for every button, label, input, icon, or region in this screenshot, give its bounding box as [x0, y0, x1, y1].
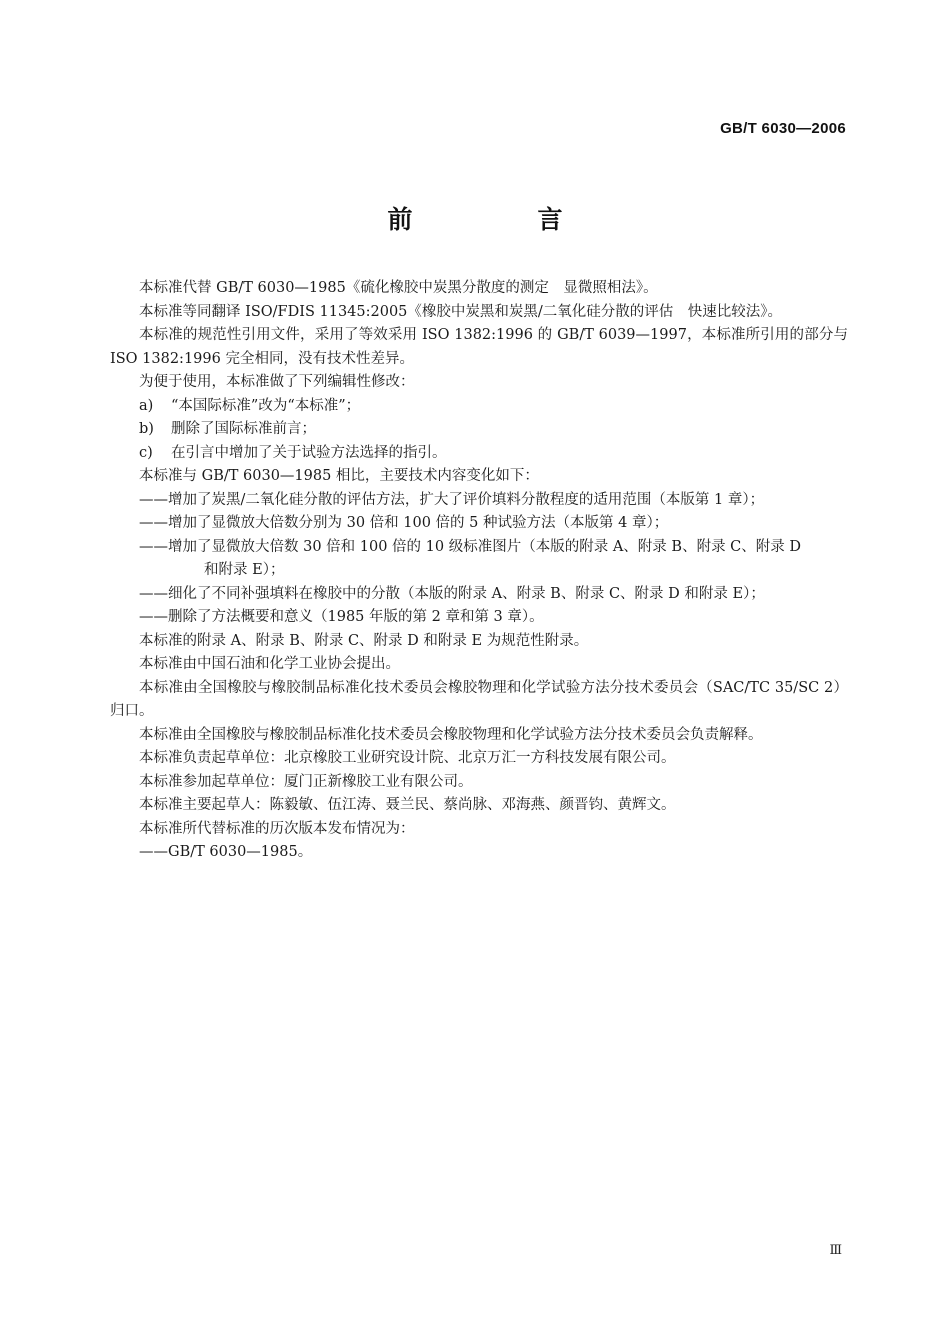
paragraph-interpreted-by: 本标准由全国橡胶与橡胶制品标准化技术委员会橡胶物理和化学试验方法分技术委员会负责解释。	[139, 726, 763, 743]
list-item	[110, 418, 848, 442]
change-item: ——细化了不同补强填料在橡胶中的分散（本版的附录 A、附录 B、附录 C、附录 D 和附录 E）；	[139, 585, 765, 602]
list-item-mark: a)	[139, 397, 154, 414]
paragraph-editorial-intro: 为便于使用，本标准做了下列编辑性修改：	[139, 374, 415, 390]
page-number: Ⅲ	[829, 1243, 842, 1258]
document-body	[110, 277, 848, 865]
paragraph-history-intro: 本标准所代替标准的历次版本发布情况为：	[139, 820, 415, 837]
paragraph-drafters: 本标准主要起草人：陈毅敏、伍江涛、聂兰民、蔡尚脉、邓海燕、颜晋钧、黄辉文。	[139, 797, 676, 813]
paragraph-participating-unit: 本标准参加起草单位：厦门正新橡胶工业有限公司。	[139, 773, 473, 790]
paragraph-normative-reference: 本标准的规范性引用文件，采用了等效采用 ISO 1382:1996 的 GB/T 6039—1997，本标准所引用的部分与 ISO 1382:1996 完全相同，没有技术性差异。	[110, 327, 848, 367]
list-item-text: “本国际标准”改为“本标准”；	[171, 397, 361, 414]
change-item: ——增加了显微放大倍数 30 倍和 100 倍的 10 级标准图片（本版的附录 A、附录 B、附录 C、附录 D	[139, 538, 802, 555]
paragraph-drafting-unit: 本标准负责起草单位：北京橡胶工业研究设计院、北京万汇一方科技发展有限公司。	[139, 750, 676, 766]
change-item: ——删除了方法概要和意义（1985 年版的第 2 章和第 3 章）。	[139, 609, 544, 625]
standard-number: GB/T 6030—2006	[720, 120, 846, 137]
change-item-continuation: 和附录 E）；	[204, 562, 285, 578]
list-item-text: 在引言中增加了关于试验方法选择的指引。	[171, 444, 447, 461]
paragraph-translation: 本标准等同翻译 ISO/FDIS 11345:2005《橡胶中炭黑和炭黑/二氧化硅分散的评估 快速比较法》。	[139, 303, 783, 320]
history-item: ——GB/T 6030—1985。	[139, 844, 313, 860]
list-item-text: 删除了国际标准前言；	[171, 421, 316, 437]
list-item	[110, 442, 848, 466]
list-item-mark: b)	[139, 421, 154, 437]
change-item: ——增加了炭黑/二氧化硅分散的评估方法，扩大了评价填料分散程度的适用范围（本版第 1 章）；	[139, 491, 765, 508]
paragraph-annexes: 本标准的附录 A、附录 B、附录 C、附录 D 和附录 E 为规范性附录。	[139, 632, 589, 649]
paragraph-proposed-by: 本标准由中国石油和化学工业协会提出。	[139, 656, 400, 672]
change-item: ——增加了显微放大倍数分别为 30 倍和 100 倍的 5 种试验方法（本版第 4 章）；	[139, 515, 669, 531]
page-title: 前 言	[387, 205, 613, 234]
paragraph-replaces: 本标准代替 GB/T 6030—1985《硫化橡胶中炭黑分散度的测定 显微照相法》。	[139, 280, 658, 296]
paragraph-changes-intro: 本标准与 GB/T 6030—1985 相比，主要技术内容变化如下：	[139, 468, 539, 484]
paragraph-centralized-by: 本标准由全国橡胶与橡胶制品标准化技术委员会橡胶物理和化学试验方法分技术委员会（SAC/TC 35/SC 2）归口。	[110, 679, 848, 719]
list-item-mark: c)	[139, 444, 153, 461]
list-item	[110, 395, 848, 419]
